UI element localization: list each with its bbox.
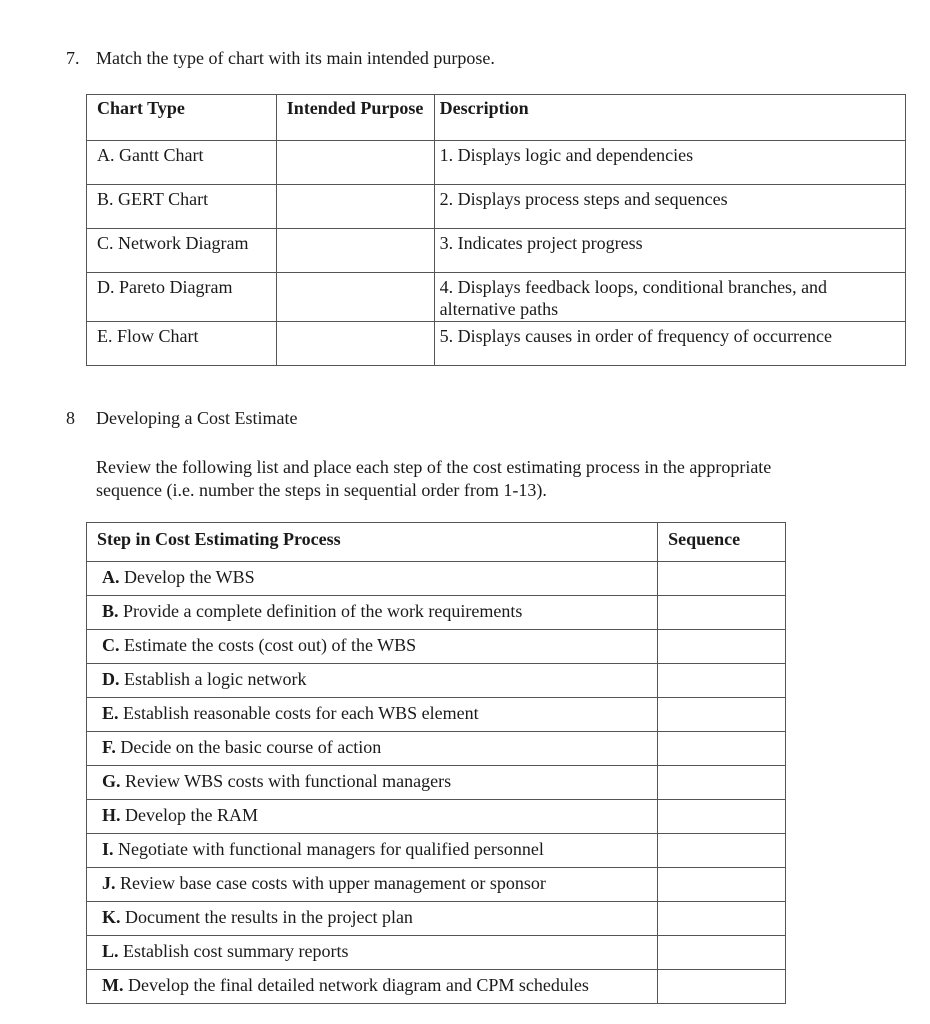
step-cell bbox=[87, 766, 658, 800]
table-row bbox=[87, 141, 906, 185]
step-letter: G. bbox=[102, 771, 121, 791]
chart-type-cell: A. Gantt Chart bbox=[87, 141, 277, 185]
question-7-number: 7. bbox=[66, 48, 80, 68]
step-cell bbox=[87, 902, 658, 936]
step-text: Develop the WBS bbox=[124, 567, 255, 587]
step-letter: M. bbox=[102, 975, 124, 995]
description-cell: 1. Displays logic and dependencies bbox=[434, 141, 905, 185]
header-intended-purpose: Intended Purpose bbox=[276, 95, 434, 141]
step-text: Negotiate with functional managers for qualified personnel bbox=[118, 839, 544, 859]
intended-purpose-input[interactable] bbox=[276, 141, 434, 185]
step-letter: J. bbox=[102, 873, 116, 893]
step-cell bbox=[87, 732, 658, 766]
header-chart-type: Chart Type bbox=[87, 95, 277, 141]
table-row bbox=[87, 902, 786, 936]
table-row bbox=[87, 229, 906, 273]
table-row bbox=[87, 970, 786, 1004]
step-text: Establish a logic network bbox=[124, 669, 307, 689]
header-step: Step in Cost Estimating Process bbox=[87, 523, 658, 562]
chart-type-cell: E. Flow Chart bbox=[87, 322, 277, 366]
table-header-row bbox=[87, 95, 906, 141]
intended-purpose-input[interactable] bbox=[276, 273, 434, 322]
description-cell: 2. Displays process steps and sequences bbox=[434, 185, 905, 229]
description-cell: 3. Indicates project progress bbox=[434, 229, 905, 273]
question-8-instructions: Review the following list and place each step of the cost estimating process in the appropriate sequence (i.e. number the steps in sequential order from 1-13). bbox=[96, 457, 772, 500]
step-letter: K. bbox=[102, 907, 121, 927]
step-cell bbox=[87, 630, 658, 664]
sequence-input[interactable] bbox=[658, 902, 786, 936]
sequence-input[interactable] bbox=[658, 732, 786, 766]
step-cell bbox=[87, 698, 658, 732]
sequence-input[interactable] bbox=[658, 800, 786, 834]
step-letter: C. bbox=[102, 635, 120, 655]
chart-type-cell: B. GERT Chart bbox=[87, 185, 277, 229]
table-row bbox=[87, 185, 906, 229]
table-row bbox=[87, 630, 786, 664]
step-text: Document the results in the project plan bbox=[125, 907, 413, 927]
table-row bbox=[87, 273, 906, 322]
sequence-input[interactable] bbox=[658, 936, 786, 970]
table-row bbox=[87, 698, 786, 732]
step-letter: H. bbox=[102, 805, 121, 825]
chart-matching-table bbox=[86, 94, 906, 366]
step-text: Provide a complete definition of the work requirements bbox=[123, 601, 523, 621]
table-header-row bbox=[87, 523, 786, 562]
sequence-input[interactable] bbox=[658, 664, 786, 698]
question-8-title: Developing a Cost Estimate bbox=[96, 408, 298, 428]
step-letter: D. bbox=[102, 669, 120, 689]
step-text: Develop the RAM bbox=[125, 805, 258, 825]
question-7-text: Match the type of chart with its main intended purpose. bbox=[96, 48, 495, 68]
sequence-input[interactable] bbox=[658, 834, 786, 868]
step-text: Estimate the costs (cost out) of the WBS bbox=[124, 635, 417, 655]
step-text: Develop the final detailed network diagram and CPM schedules bbox=[128, 975, 589, 995]
step-cell bbox=[87, 936, 658, 970]
sequence-input[interactable] bbox=[658, 698, 786, 732]
step-cell bbox=[87, 562, 658, 596]
table-row bbox=[87, 834, 786, 868]
step-letter: A. bbox=[102, 567, 120, 587]
header-description: Description bbox=[434, 95, 905, 141]
step-letter: B. bbox=[102, 601, 119, 621]
chart-type-cell: C. Network Diagram bbox=[87, 229, 277, 273]
step-cell bbox=[87, 800, 658, 834]
table-row bbox=[87, 596, 786, 630]
description-cell: 4. Displays feedback loops, conditional branches, and alternative paths bbox=[434, 273, 905, 322]
step-letter: F. bbox=[102, 737, 116, 757]
sequence-input[interactable] bbox=[658, 562, 786, 596]
step-letter: I. bbox=[102, 839, 114, 859]
sequence-input[interactable] bbox=[658, 868, 786, 902]
step-text: Establish cost summary reports bbox=[123, 941, 349, 961]
step-text: Review WBS costs with functional managers bbox=[125, 771, 452, 791]
step-cell bbox=[87, 970, 658, 1004]
table-row bbox=[87, 322, 906, 366]
sequence-input[interactable] bbox=[658, 630, 786, 664]
table-row bbox=[87, 868, 786, 902]
chart-type-cell: D. Pareto Diagram bbox=[87, 273, 277, 322]
intended-purpose-input[interactable] bbox=[276, 322, 434, 366]
step-letter: L. bbox=[102, 941, 119, 961]
table-row bbox=[87, 562, 786, 596]
step-cell bbox=[87, 868, 658, 902]
question-8-number: 8 bbox=[66, 408, 75, 428]
table-row bbox=[87, 664, 786, 698]
cost-estimate-sequence-table bbox=[86, 522, 786, 1004]
step-cell bbox=[87, 596, 658, 630]
sequence-input[interactable] bbox=[658, 970, 786, 1004]
step-text: Establish reasonable costs for each WBS element bbox=[123, 703, 479, 723]
step-cell bbox=[87, 834, 658, 868]
sequence-input[interactable] bbox=[658, 766, 786, 800]
intended-purpose-input[interactable] bbox=[276, 185, 434, 229]
description-cell: 5. Displays causes in order of frequency of occurrence bbox=[434, 322, 905, 366]
step-cell bbox=[87, 664, 658, 698]
step-letter: E. bbox=[102, 703, 119, 723]
intended-purpose-input[interactable] bbox=[276, 229, 434, 273]
header-sequence: Sequence bbox=[658, 523, 786, 562]
step-text: Decide on the basic course of action bbox=[120, 737, 382, 757]
table-row bbox=[87, 800, 786, 834]
sequence-input[interactable] bbox=[658, 596, 786, 630]
table-row bbox=[87, 766, 786, 800]
table-row bbox=[87, 936, 786, 970]
step-text: Review base case costs with upper management or sponsor bbox=[120, 873, 546, 893]
table-row bbox=[87, 732, 786, 766]
